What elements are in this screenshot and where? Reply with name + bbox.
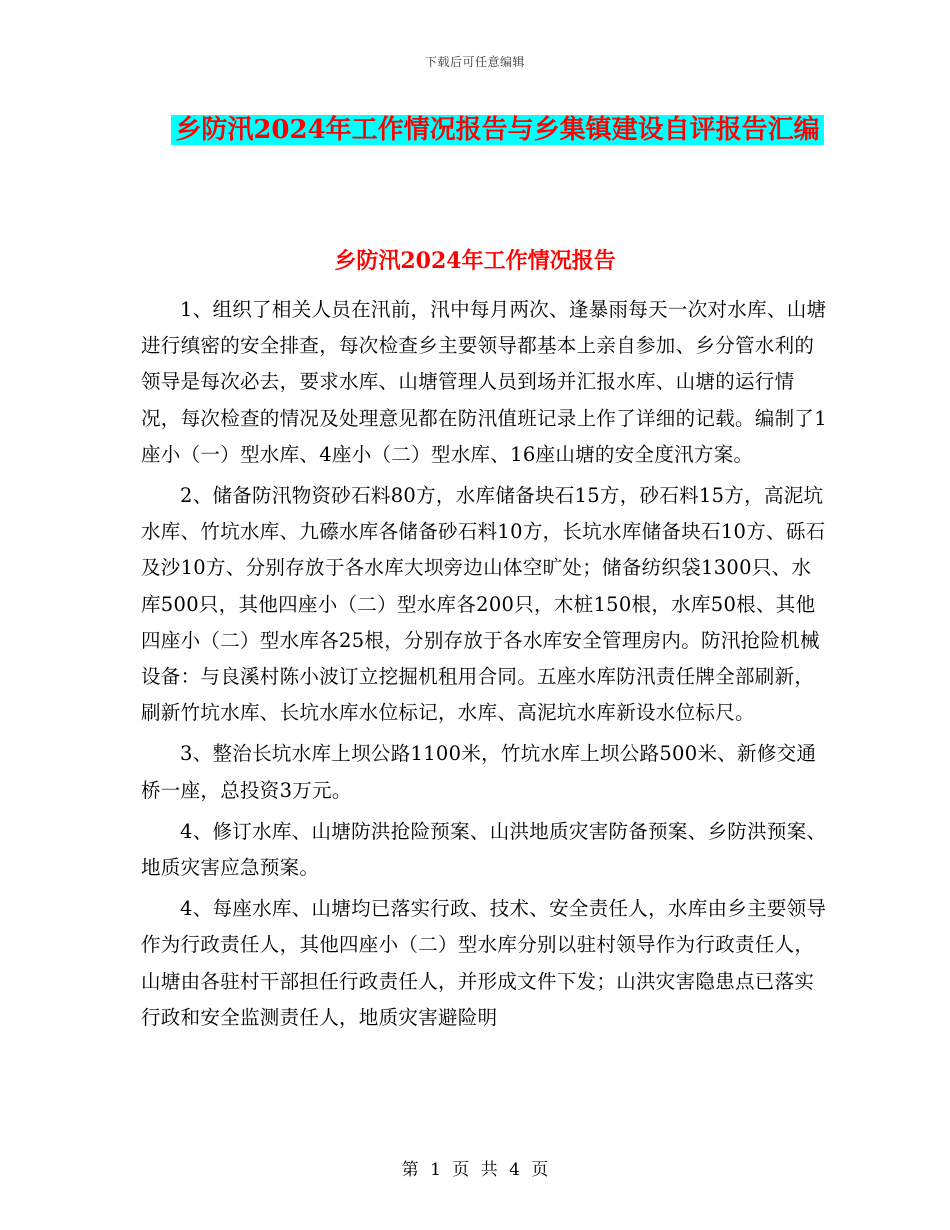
paragraph: 2、储备防汛物资砂石料80方，水库储备块石15方，砂石料15方，高泥坑水库、竹坑水库、九礤水库各储备砂石料10方，长坑水库储备块石10方、砾石及沙10方、分别存放于各水库大坝旁边山体空旷处；储备纺织袋1300只、水库500只，其他四座小（二）型水库各200只，木桩150根，水库50根、其他四座小（二）型水库各25根，分别存放于各水库安全管理房内。防汛抢险机械设备：与良溪村陈小波订立挖掘机租用合同。五座水库防汛责任牌全部刷新，刷新竹坑水库、长坑水库水位标记，水库、高泥坑水库新设水位标尺。 bbox=[141, 484, 826, 725]
document-title bbox=[120, 108, 875, 153]
paragraph: 1、组织了相关人员在汛前，汛中每月两次、逢暴雨每天一次对水库、山塘进行缜密的安全排查，每次检查乡主要领导都基本上亲自参加、乡分管水利的领导是每次必去，要求水库、山塘管理人员到场并汇报水库、山塘的运行情况，每次检查的情况及处理意见都在防汛值班记录上作了详细的记载。编制了1座小（一）型水库、4座小（二）型水库、16座山塘的安全度汛方案。 bbox=[141, 298, 827, 466]
paragraph: 3、整治长坑水库上坝公路1100米，竹坑水库上坝公路500米、新修交通桥一座，总投资3万元。 bbox=[141, 742, 817, 802]
document-title-text: 乡防汛2024年工作情况报告与乡集镇建设自评报告汇编 bbox=[171, 115, 823, 145]
paragraph: 4、每座水库、山塘均已落实行政、技术、安全责任人，水库由乡主要领导作为行政责任人，其他四座小（二）型水库分别以驻村领导作为行政责任人，山塘由各驻村干部担任行政责任人，并形成文件下发；山洪灾害隐患点已落实行政和安全监测责任人，地质灾害避险明 bbox=[141, 897, 827, 1029]
section-heading: 乡防汛2024年工作情况报告 bbox=[334, 248, 616, 274]
page-header-note: 下载后可任意编辑 bbox=[424, 55, 525, 69]
document-body bbox=[141, 292, 831, 1041]
page-number: 第 1 页 共 4 页 bbox=[401, 1160, 549, 1180]
paragraph: 4、修订水库、山塘防洪抢险预案、山洪地质灾害防备预案、乡防洪预案、地质灾害应急预案。 bbox=[141, 819, 827, 880]
